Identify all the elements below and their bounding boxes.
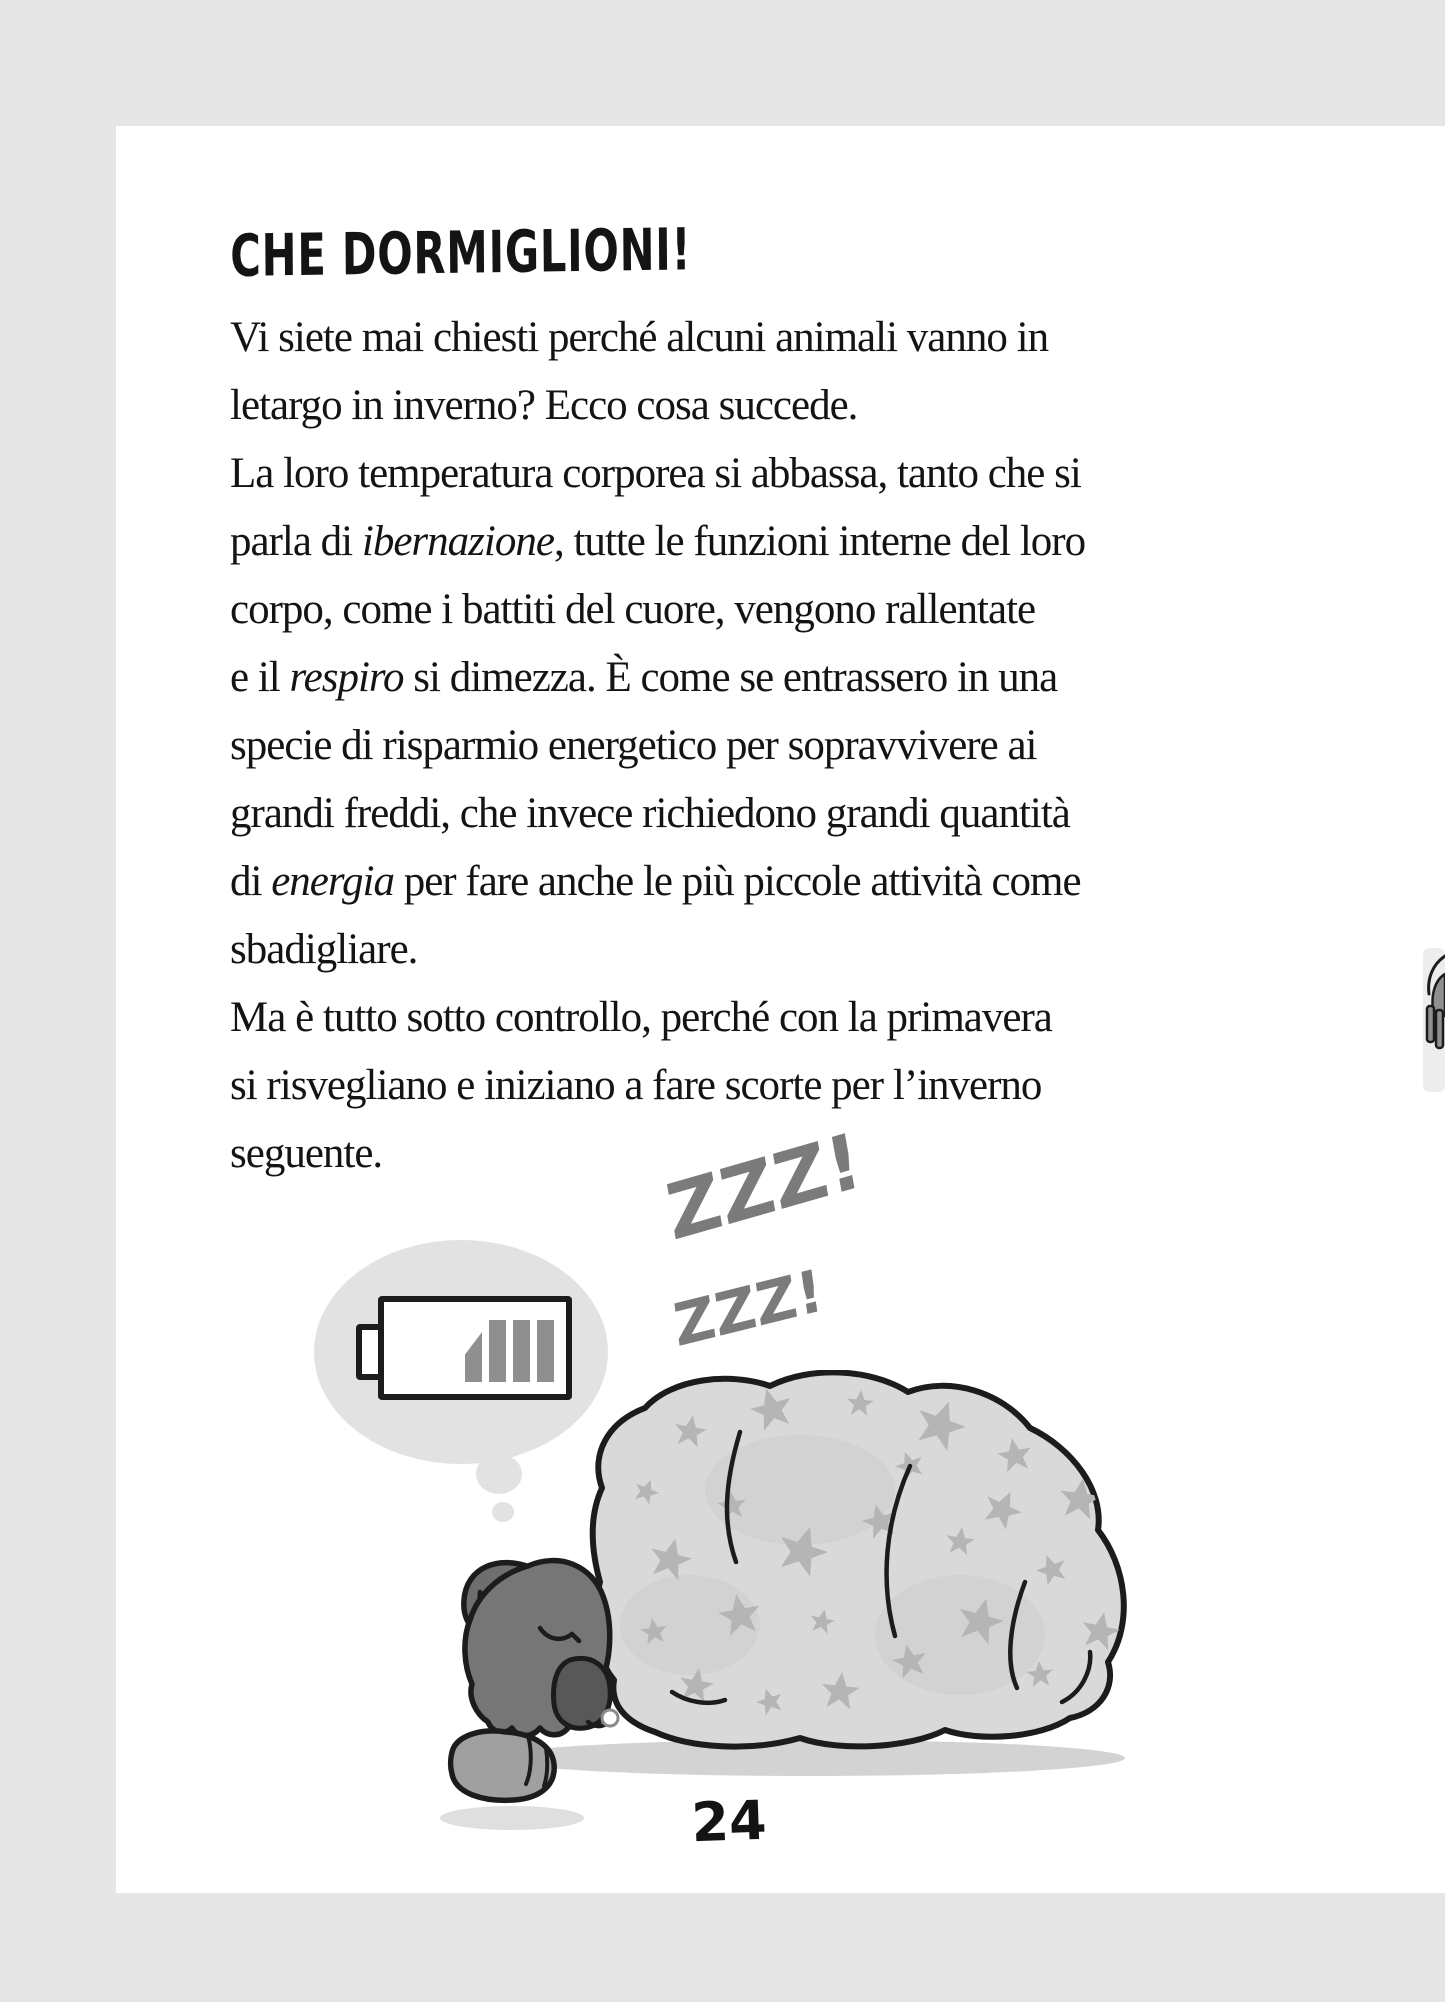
body-line: si risvegliano e iniziano a fare scorte per l’inverno <box>230 1062 1042 1109</box>
body-line: seguente. <box>230 1130 383 1177</box>
animal-paw <box>451 1731 555 1800</box>
book-page <box>116 126 1445 1893</box>
zzz-sound-effect-secondary: ZZZ! <box>669 1255 828 1361</box>
body-line: di energia per fare anche le più piccole attività come <box>230 858 1081 905</box>
body-line: sbadigliare. <box>230 926 418 973</box>
page-edge-fragment-illustration <box>1423 948 1445 1092</box>
body-line: Vi siete mai chiesti perché alcuni animali vanno in <box>230 314 1049 361</box>
page-title: CHE DORMIGLIONI! <box>230 215 692 290</box>
page-number: 24 <box>690 1788 768 1855</box>
body-line: corpo, come i battiti del cuore, vengono rallentate <box>230 586 1036 633</box>
body-line: La loro temperatura corporea si abbassa, tanto che si <box>230 450 1081 497</box>
paw-shadow <box>440 1806 584 1830</box>
body-text <box>230 304 1085 1188</box>
snore-bubble <box>602 1710 618 1726</box>
ground-shadow <box>495 1740 1125 1776</box>
body-line: grandi freddi, che invece richiedono grandi quantità <box>230 790 1070 837</box>
body-line: specie di risparmio energetico per sopravvivere ai <box>230 722 1037 769</box>
body-line: letargo in inverno? Ecco cosa succede. <box>230 382 858 429</box>
body-line: e il respiro si dimezza. È come se entrassero in una <box>230 654 1058 701</box>
body-line: parla di ibernazione, tutte le funzioni interne del loro <box>230 518 1086 565</box>
sleeping-animal-illustration <box>440 1370 1140 1850</box>
zzz-sound-effect-primary: ZZZ! <box>660 1114 868 1259</box>
body-line: Ma è tutto sotto controllo, perché con la primavera <box>230 994 1052 1041</box>
